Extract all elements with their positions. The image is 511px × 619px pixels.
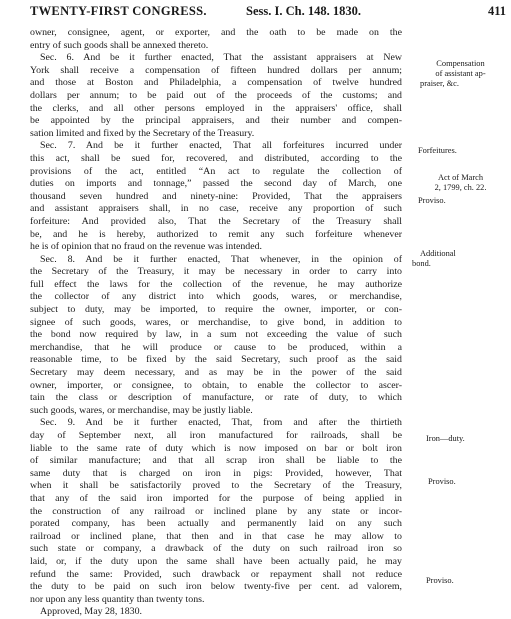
text-line: this act, shall be sued for, recovered, and distributed, according to the: [30, 152, 402, 164]
section-9-start: Sec. 9. And be it further enacted, That, from and after the thirtieth: [40, 417, 402, 429]
text-line: owner, importer, or consignee, to obtain, to enable the collector to ascer-: [30, 379, 402, 391]
text-line: refund the same: Provided, such drawback or repayment shall not reduce: [30, 568, 402, 580]
margin-note-proviso: Proviso.: [426, 576, 454, 585]
text-line: the construction of any railroad or inclined plane by any state or incor-: [30, 505, 402, 517]
page-header: [30, 4, 506, 20]
margin-note-compensation: of assistant ap-: [435, 69, 486, 78]
text-line: same duty that is charged on iron in pigs: Provided, however, That: [30, 467, 402, 479]
text-line: that any of the said iron imported for the purpose of being applied in: [30, 492, 402, 504]
statute-text: [30, 27, 402, 619]
text-line: he is of opinion that no fraud on the revenue was intended.: [30, 241, 262, 253]
text-line: the clerks, and all other persons employed in the appraisers' office, shall: [30, 102, 402, 114]
page-number: 411: [487, 4, 506, 18]
text-line: be, and he is hereby, authorized to remit any such forfeiture whenever: [30, 228, 402, 240]
text-line: signee of such goods, wares, or merchandise, to give bond, in addition to: [30, 316, 402, 328]
congress-title: TWENTY-FIRST CONGRESS.: [30, 4, 207, 18]
text-line: full effect the laws for the collection of the revenue, he may authorize: [30, 278, 402, 290]
session-chapter: Sess. I. Ch. 148.: [246, 4, 330, 18]
text-line: day of September next, all iron manufactured for railroads, shall be: [30, 430, 402, 441]
margin-note-forfeitures: Forfeitures.: [418, 146, 457, 155]
text-line: liable to the same rate of duty which is now imposed on bar or bolt iron: [30, 442, 402, 454]
margin-note-act-reference: 2, 1799, ch. 22.: [434, 183, 487, 192]
margin-note-additional-bond: bond.: [412, 259, 431, 268]
text-line: of similar manufacture; and that all scrap iron shall be liable to the: [30, 455, 402, 467]
text-line: the Secretary of the Treasury, it may be necessary in order to carry into: [30, 266, 402, 278]
text-line: when it shall be satisfactorily proved to the Secretary of the Treasury,: [30, 480, 402, 492]
year: 1830.: [332, 4, 361, 18]
text-line: sation limited and fixed by the Secretary of the Treasury.: [30, 127, 255, 139]
text-line: forfeiture: And provided also, That the Secretary of the Treasury shall: [30, 215, 402, 227]
text-line: merchandise, that he will produce or cause to be produced, within a: [30, 341, 402, 353]
text-line: dollars per annum; to be paid out of the proceeds of the customs; and: [30, 89, 402, 101]
text-line: and those at Boston and Philadelphia, a compensation of twelve hundred: [30, 77, 402, 89]
session-chapter-year: [246, 4, 361, 19]
text-line: the bond now required by law, in a sum not exceeding the value of such: [30, 329, 402, 341]
text-line: laid, or, if the duty upon the same shall have been actually paid, he may: [30, 555, 402, 567]
margin-note-proviso: Proviso.: [418, 196, 446, 205]
margin-note-act-reference: Act of March: [437, 173, 484, 182]
approved-line: Approved, May 28, 1830.: [40, 606, 143, 618]
margin-note-compensation: praiser, &c.: [420, 79, 459, 88]
text-line: Secretary may deem necessary, and as may be in the power of the said: [30, 367, 402, 379]
text-line: provisions of the act, entitled “An act to regulate the collection of: [30, 165, 402, 177]
text-line: be appointed by the principal appraisers, and their number and compen-: [30, 115, 402, 127]
text-line: such goods, wares, or merchandise, may be justly liable.: [30, 404, 253, 416]
margin-note-proviso: Proviso.: [428, 477, 456, 486]
margin-note-iron-duty: Iron—duty.: [426, 434, 465, 443]
margin-note-compensation: Compensation: [436, 59, 485, 68]
text-line: York shall receive a compensation of fifteen hundred dollars per annum;: [30, 64, 402, 76]
margin-note-additional-bond: Additional: [420, 249, 456, 258]
text-line: and assistant appraisers shall, in no case, receive any proportion of such: [30, 203, 402, 215]
text-line: railroad or inclined plane, that then and in that case he may allow to: [30, 530, 402, 542]
text-line: the collector of any district into which goods, wares, or merchandise,: [30, 291, 402, 303]
section-6-start: Sec. 6. And be it further enacted, That the assistant appraisers at New: [40, 52, 402, 64]
text-line: entry of such goods shall be annexed thereto.: [30, 39, 209, 51]
section-7-start: Sec. 7. And be it further enacted, That all forfeitures incurred under: [40, 140, 402, 152]
text-line: tain the class or description of manufacture, or rate of duty, to which: [30, 392, 402, 404]
section-8-start: Sec. 8. And be it further enacted, That whenever, in the opinion of: [40, 253, 402, 265]
text-line: thousand seven hundred and ninety-nine: Provided, That the appraisers: [30, 190, 402, 202]
text-line: reasonable time, to be fixed by the said Secretary, such proof as the said: [30, 354, 402, 366]
text-line: subject to duty, may be imported, to require the owner, importer, or con-: [30, 304, 402, 316]
text-line: porated company, has been actually and permanently laid on any such: [30, 518, 402, 530]
text-line: nor upon any less quantity than twenty tons.: [30, 593, 205, 605]
text-line: owner, consignee, agent, or exporter, and the oath to be made on the: [30, 27, 402, 38]
text-line: duties on imports and tonnage,” passed the second day of March, one: [30, 178, 402, 190]
text-line: such state or company, a drawback of the duty on such railroad iron so: [30, 543, 402, 555]
text-line: the duty to be paid on such iron below twenty-five per cent. ad valorem,: [30, 581, 402, 593]
